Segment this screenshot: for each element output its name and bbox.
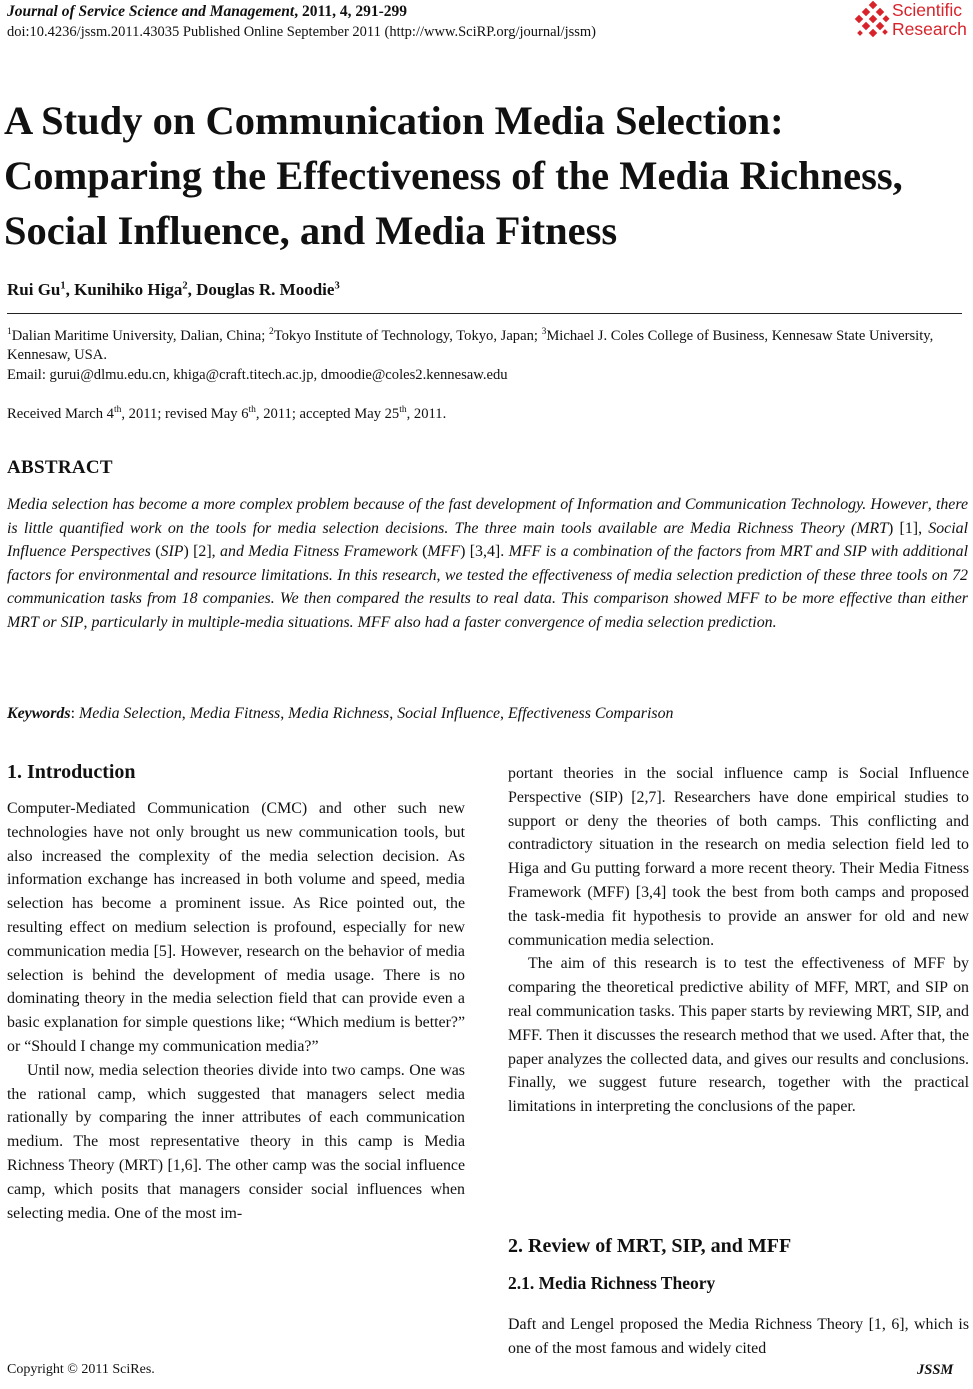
- paragraph: The aim of this research is to test the effectiveness of MFF by comparing the theoretical predictive ability of MFF, MRT, and SIP on real communication tasks. This paper starts by reviewing MRT, SIP, and MFF. Then it discusses the research method that we used. After that, the paper analyzes the collected data, and gives our results and conclusions. Finally, we suggest future research, together with the practical limitations in interpreting the conclusions of the paper.: [508, 955, 969, 1116]
- doi-line: doi:10.4236/jssm.2011.43035 Published Online September 2011 (http://www.SciRP.org/journal/jssm): [7, 24, 596, 40]
- scientific-research-logo: [850, 0, 972, 44]
- paragraph: Daft and Lengel proposed the Media Richness Theory [1, 6], which is one of the most famous and widely cited: [508, 1316, 969, 1357]
- abstract-heading: ABSTRACT: [7, 457, 113, 478]
- journal-header: [7, 3, 407, 21]
- author-name: Rui Gu: [7, 280, 61, 299]
- abstract-body: Media selection has become a more complex problem because of the fast development of Information and Communication Technology. However, there is little quantified work on the tools for media selection decisions. The three main tools available are Media Richness Theory (MRT) [1], Social Influence Perspectives (SIP) [2], and Media Fitness Framework (MFF) [3,4]. MFF is a combination of the factors from MRT and SIP with additional factors for environmental and resource limitations. In this research, we tested the effectiveness of media selection prediction of these three tools on 72 communication tasks from 18 companies. We then compared the results to real data. This comparison showed MFF to be more effective than either MRT or SIP, particularly in multiple-media situations. MFF also had a faster convergence of media selection prediction.: [7, 496, 968, 631]
- author-list: Rui Gu$^1$, Kunihiko Higa$^2$, Douglas R. Moodie$^3$: [7, 280, 340, 299]
- logo-line-2: Research: [892, 19, 967, 39]
- keyword: Media Fitness: [189, 705, 281, 722]
- keyword: Effectiveness Comparison: [507, 705, 674, 722]
- section-heading-introduction: 1. Introduction: [7, 761, 136, 783]
- paper-title: A Study on Communication Media Selection: Comparing the Effectiveness of the Media Richness, Social Influence, and Media Fitness: [4, 98, 903, 253]
- journal-name: Journal of Service Science and Management: [7, 3, 295, 20]
- logo-line-1: Scientific: [892, 0, 963, 20]
- email-line: Email: gurui@dlmu.edu.cn, khiga@craft.titech.ac.jp, dmoodie@coles2.kennesaw.edu: [7, 366, 508, 383]
- left-column: [7, 797, 465, 1225]
- keyword: Social Influence: [397, 705, 500, 722]
- author-name: Kunihiko Higa: [74, 280, 183, 299]
- received-dates: Received March 4th, 2011; revised May 6th, 2011; accepted May 25th, 2011.: [7, 405, 447, 422]
- journal-abbreviation: JSSM: [917, 1362, 954, 1378]
- right-column-continued: [508, 1313, 969, 1361]
- logo-wordmark: [892, 1, 967, 39]
- journal-issue: , 2011, 4, 291-299: [294, 3, 407, 20]
- subsection-heading: 2.1. Media Richness Theory: [508, 1273, 716, 1293]
- affiliation-line: $^1$Dalian Maritime University, Dalian, China; $^2$Tokyo Institute of Technology, Tokyo, Japan; $^3$Michael J. Coles College of Business, Kennesaw State University, Kennesaw, USA.: [7, 327, 934, 364]
- affiliations: [7, 323, 969, 385]
- paragraph: portant theories in the social influence camp is Social Influence Perspective (SIP) [2,7]. Researchers have done empirical studies to support or deny the theories of both camps. This conflicting and contradictory situation in the research on media selection field led to Higa and Gu putting forward a more recent theory. Their Media Fitness Framework (MFF) [3,4] took the best from both camps and proposed the task-media fit hypothesis to provide an answer for old and new communication media selection.: [508, 765, 969, 949]
- author-name: Douglas R. Moodie: [196, 280, 335, 299]
- keyword: Media Richness: [288, 705, 390, 722]
- keyword: Media Selection: [78, 705, 182, 722]
- keywords-label: Keywords: [7, 705, 71, 722]
- section-heading-review: 2. Review of MRT, SIP, and MFF: [508, 1235, 792, 1257]
- copyright-footer: Copyright © 2011 SciRes.: [7, 1362, 155, 1377]
- keywords: Keywords: Media Selection, Media Fitness, Media Richness, Social Influence, Effectiveness Comparison: [7, 705, 674, 722]
- right-column: [508, 762, 969, 1119]
- header-divider: [7, 313, 962, 314]
- paragraph: Until now, media selection theories divide into two camps. One was the rational camp, which suggested that managers select media rationally by comparing the inner attributes of each communication medium. The most representative theory in this camp is Media Richness Theory (MRT) [1,6]. The other camp was the social influence camp, which posits that managers consider social influences when selecting media. One of the most im-: [7, 1061, 465, 1222]
- logo-mark-icon: [850, 0, 892, 42]
- paragraph: Computer-Mediated Communication (CMC) and other such new technologies have not only brought us new communication tools, but also increased the complexity of the media selection decision. As information exchange has increased in both volume and speed, media selection has become a prominent issue. As Rice pointed out, the resulting effect on medium selection is profound, especially for new communication media [5]. However, research on the behavior of media selection is behind the development of media usage. There is no dominating theory in the media selection field that can provide even a basic explanation for simple questions like; “Which medium is better?” or “Should I change my communication media?”: [7, 800, 465, 1055]
